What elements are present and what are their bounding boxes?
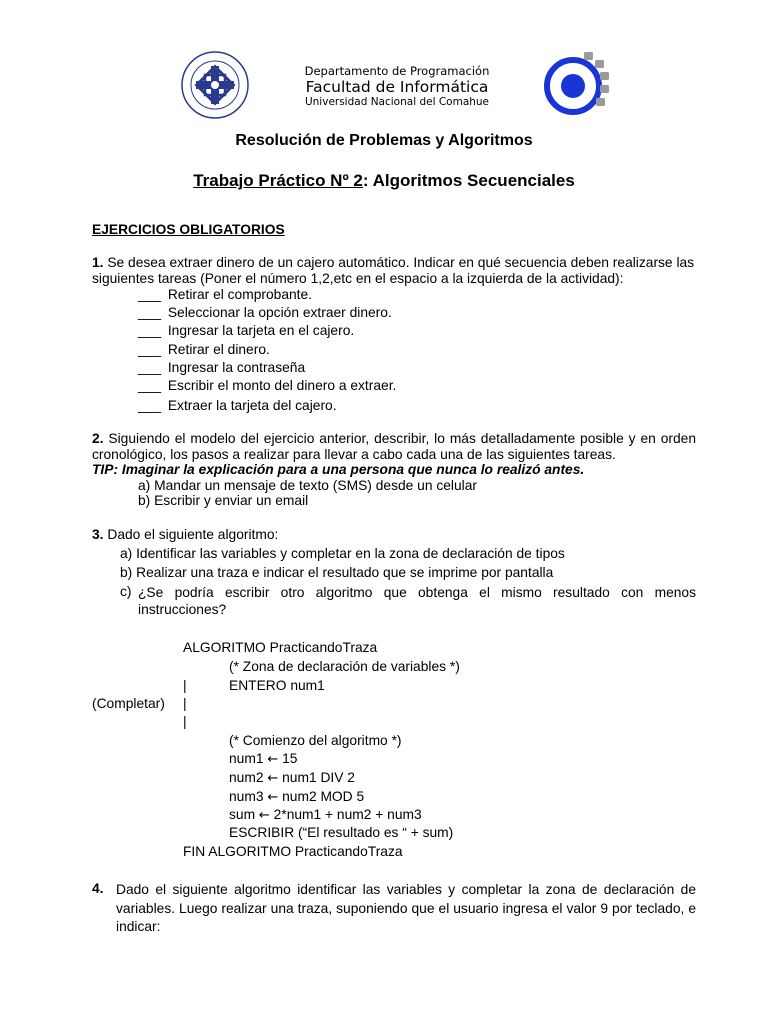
code-line-num1 [229,751,297,768]
task-item [138,342,270,357]
answer-blank[interactable]: ___ [138,287,162,302]
exercise-2-item-b: b) Escribir y enviar un email [138,493,309,508]
exercise-3-item-b: b) Realizar una traza e indicar el resultado que se imprime por pantalla [120,565,554,580]
code-entero: ENTERO num1 [229,678,325,693]
task-label: Ingresar la contraseña [167,360,306,375]
practical-number: Trabajo Práctico Nº 2 [193,171,363,190]
code-text: 15 [278,751,298,766]
task-label: Retirar el dinero. [167,342,270,357]
code-text: num1 [229,751,268,766]
task-label: Escribir el monto del dinero a extraer. [167,378,397,393]
code-start-comment: (* Comienzo del algoritmo *) [229,733,402,748]
task-label: Retirar el comprobante. [167,287,313,302]
exercise-3-text: Dado el siguiente algoritmo: [103,527,279,542]
code-bar: | [183,678,187,693]
code-declaration-comment: (* Zona de declaración de variables *) [229,659,460,674]
answer-blank[interactable]: ___ [138,305,162,320]
task-item [138,287,312,302]
exercise-4-text: Dado el siguiente algoritmo identificar las variables y completar la zona de declaración de variables. Luego realizar una traza, suponiendo que el usuario ingresa el valor 9 por teclado, e indicar: [116,882,696,934]
faculty-logo [540,48,612,120]
code-text: num3 [229,789,268,804]
code-line-escribir: ESCRIBIR (“El resultado es “ + sum) [229,825,454,840]
answer-blank[interactable]: ___ [138,378,162,393]
department-name: Departamento de Programación [304,64,490,78]
code-text: num1 DIV 2 [278,770,355,785]
task-label: Seleccionar la opción extraer dinero. [167,305,392,320]
department-heading [302,64,492,109]
code-line-num2 [229,770,355,787]
exercise-3-item-c: ¿Se podría escribir otro algoritmo que obtenga el mismo resultado con menos instrucciones? [138,585,696,617]
document-subtitle [0,171,768,191]
code-line-num3 [229,789,364,806]
answer-blank[interactable]: ___ [138,398,162,413]
answer-blank[interactable]: ___ [138,360,162,375]
section-heading: EJERCICIOS OBLIGATORIOS [92,222,285,237]
code-bar: | [183,714,187,729]
task-item [138,398,337,413]
assign-arrow-icon: ← [258,808,270,823]
subtitle-topic: : Algoritmos Secuenciales [362,171,575,190]
exercise-2-text: Siguiendo el modelo del ejercicio anterior, describir, lo más detalladamente posible y en orden cronológico, los pasos a realizar para llevar a cabo cada una de las siguientes tareas. [92,431,696,462]
exercise-4-number: 4. [92,881,104,896]
task-label: Ingresar la tarjeta en el cajero. [167,323,355,338]
answer-blank[interactable]: ___ [138,342,162,357]
exercise-1-statement [92,255,696,287]
exercise-2-statement [92,431,696,463]
complete-label: (Completar) [92,696,165,711]
exercise-3-statement [92,527,696,543]
task-item [138,378,396,393]
exercise-1-text: Se desea extraer dinero de un cajero automático. Indicar en qué secuencia deben realizarse las siguientes tareas (Poner el número 1,2,etc en el espacio a la izquierda de la actividad): [92,255,695,286]
exercise-3-item-a: a) Identificar las variables y completar en la zona de declaración de tipos [120,546,565,561]
code-text: sum [229,807,259,822]
exercise-3-item-c-label: c) [120,584,132,599]
exercise-3-number: 3. [92,527,104,542]
task-item [138,323,354,338]
code-text: 2*num1 + num2 + num3 [269,807,422,822]
code-text: num2 MOD 5 [278,789,365,804]
university-name: Universidad Nacional del Comahue [304,96,490,108]
code-line-sum [229,807,422,824]
code-text: num2 [229,770,268,785]
assign-arrow-icon: ← [267,771,279,786]
task-label: Extraer la tarjeta del cajero. [167,398,337,413]
university-seal-logo [180,50,250,120]
exercise-2-item-a: a) Mandar un mensaje de texto (SMS) desde un celular [138,478,477,493]
assign-arrow-icon: ← [267,790,279,805]
faculty-name: Facultad de Informática [305,78,489,96]
code-algorithm-header: ALGORITMO PracticandoTraza [183,640,378,655]
code-bar: | [183,696,187,711]
task-item [138,305,392,320]
assign-arrow-icon: ← [267,752,279,767]
answer-blank[interactable]: ___ [138,323,162,338]
document-title: Resolución de Problemas y Algoritmos [235,132,533,149]
code-algorithm-footer: FIN ALGORITMO PracticandoTraza [183,844,403,859]
task-item [138,360,305,375]
exercise-1-number: 1. [92,255,104,270]
tip-text: TIP: Imaginar la explicación para a una persona que nunca lo realizó antes. [92,462,585,477]
document-header [0,40,768,130]
exercise-2-number: 2. [92,431,104,446]
